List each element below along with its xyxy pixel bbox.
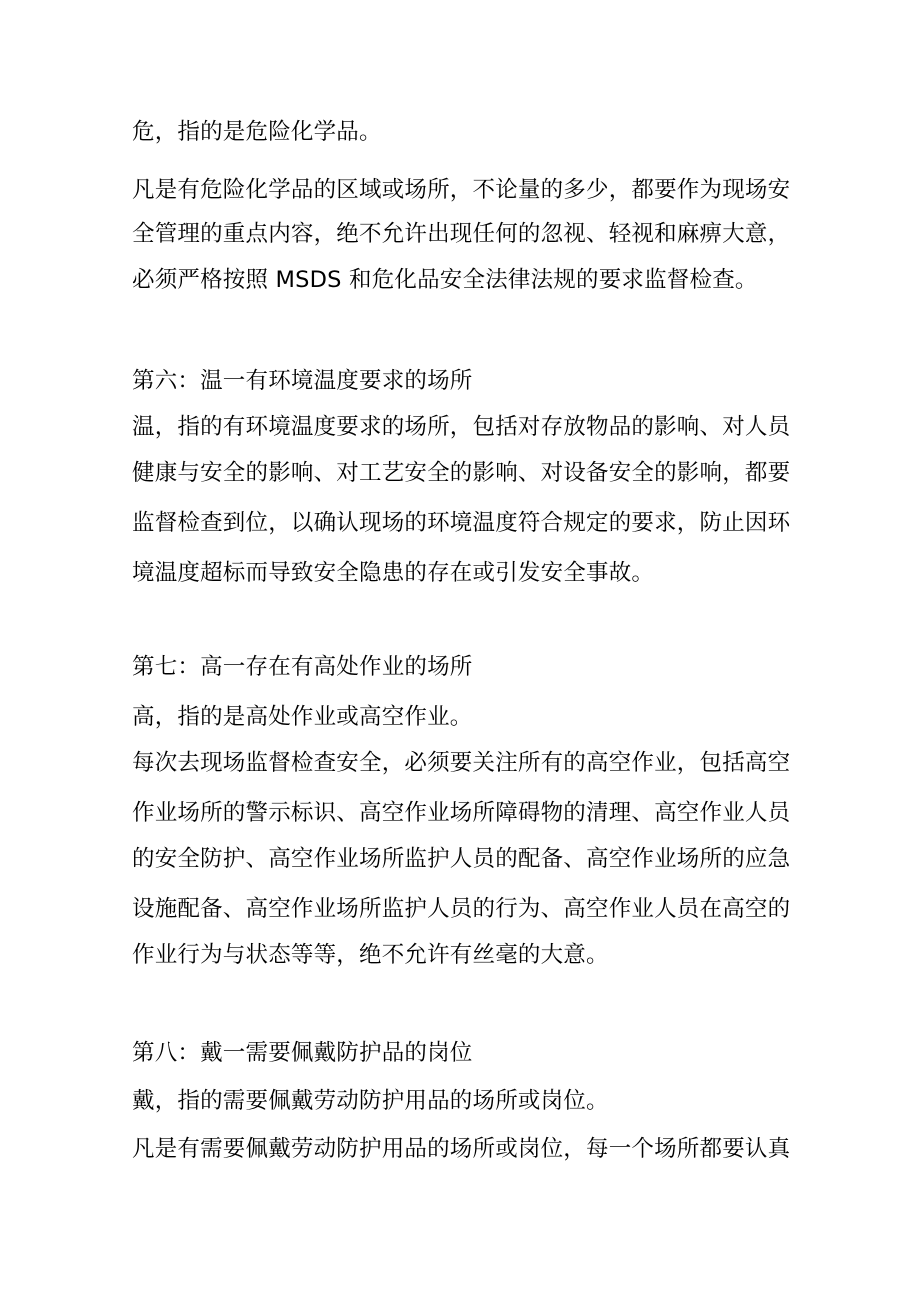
text-line: 监督检查到位，以确认现场的环境温度符合规定的要求，防止因环 [132,510,791,536]
text-line: 高，指的是高处作业或高空作业。 [132,704,473,730]
section-heading: 第六：温一有环境温度要求的场所 [132,368,473,394]
section-heading: 第七：高一存在有高处作业的场所 [132,654,473,680]
text-line: 健康与安全的影响、对工艺安全的影响、对设备安全的影响，都要 [132,460,791,486]
text-line: 凡是有危险化学品的区域或场所，不论量的多少，都要作为现场安 [132,177,791,203]
section-heading: 第八：戴一需要佩戴防护品的岗位 [132,1040,473,1066]
text-line: 危，指的是危险化学品。 [132,119,382,145]
text-line: 境温度超标而导致安全隐患的存在或引发安全事故。 [132,560,655,586]
text-line: 必须严格按照 MSDS 和危化品安全法律法规的要求监督检查。 [132,267,758,293]
text-line: 凡是有需要佩戴劳动防护用品的场所或岗位，每一个场所都要认真 [132,1136,791,1162]
text-line: 作业行为与状态等等，绝不允许有丝毫的大意。 [132,942,609,968]
text-line: 作业场所的警示标识、高空作业场所障碍物的清理、高空作业人员 [132,800,791,826]
text-line: 全管理的重点内容，绝不允许出现任何的忽视、轻视和麻痹大意， [132,221,791,247]
text-line: 戴，指的需要佩戴劳动防护用品的场所或岗位。 [132,1088,609,1114]
text-line: 温，指的有环境温度要求的场所，包括对存放物品的影响、对人员 [132,414,791,440]
text-line: 的安全防护、高空作业场所监护人员的配备、高空作业场所的应急 [132,846,791,872]
text-line: 设施配备、高空作业场所监护人员的行为、高空作业人员在高空的 [132,896,791,922]
text-line: 每次去现场监督检查安全，必须要关注所有的高空作业，包括高空 [132,750,791,776]
